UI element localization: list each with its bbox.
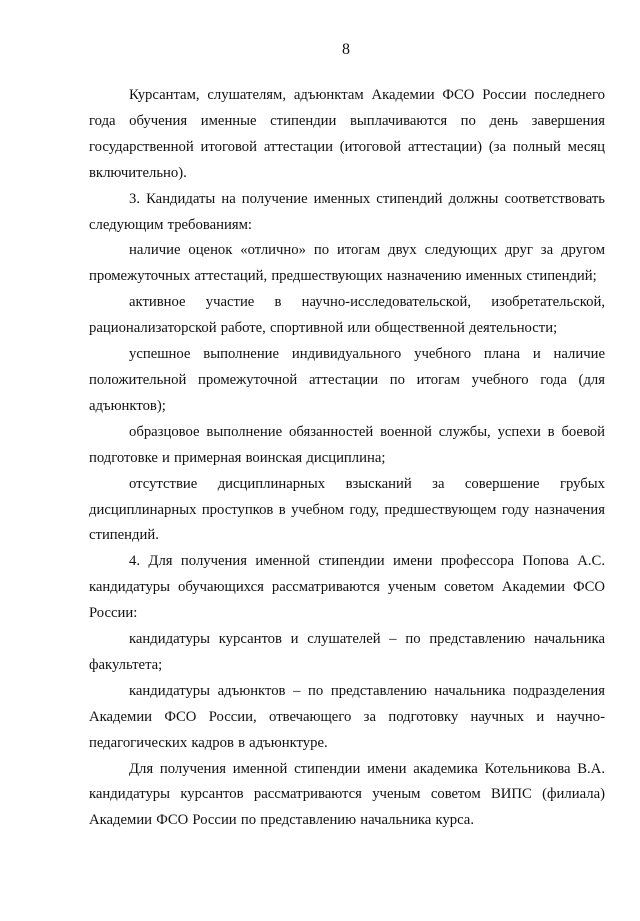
requirement-no-penalties: отсутствие дисциплинарных взысканий за совершение грубых дисциплинарных проступков в учебном году, предшествующем году назначения стипендий. [89,475,605,544]
requirement-individual-plan: успешное выполнение индивидуального учебного плана и наличие положительной промежуточной аттестации по итогам учебного года (для адъюнктов); [89,346,605,414]
document-body [89,83,605,834]
paragraph-popov-stipend: 4. Для получения именной стипендии имени профессора Попова А.С. кандидатуры обучающихся рассматриваются ученым советом Академии ФСО России: [89,553,605,622]
requirement-active-participation: активное участие в научно-исследовательской, изобретательской, рационализаторской работе, спортивной или общественной деятельности; [89,294,605,337]
page-number: 8 [342,41,350,58]
paragraph-kotelnikov-stipend: Для получения именной стипендии имени академика Котельникова В.А. кандидатуры курсантов рассматриваются ученым советом ВИПС (филиала) Академии ФСО России по представлению начальника курса. [89,760,605,829]
candidates-cadets-listeners: кандидатуры курсантов и слушателей – по представлению начальника факультета; [89,631,605,673]
requirement-military-service: образцовое выполнение обязанностей военной службы, успехи в боевой подготовке и примерная воинская дисциплина; [89,423,605,466]
requirement-excellent-grades: наличие оценок «отлично» по итогам двух следующих друг за другом промежуточных аттестаций, предшествующих назначению именных стипендий; [89,242,605,285]
paragraph-candidate-requirements: 3. Кандидаты на получение именных стипендий должны соответствовать следующим требованиям: [89,190,605,233]
candidates-adjuncts: кандидатуры адъюнктов – по представлению начальника подразделения Академии ФСО России, отвечающего за подготовку научных и научно-педагогических кадров в адъюнктуре. [89,682,605,751]
paragraph-stipend-payment-period: Курсантам, слушателям, адъюнктам Академии ФСО России последнего года обучения именные стипендии выплачиваются по день завершения государственной итоговой аттестации (итоговой аттестации) (за полный месяц включительно). [89,87,605,181]
